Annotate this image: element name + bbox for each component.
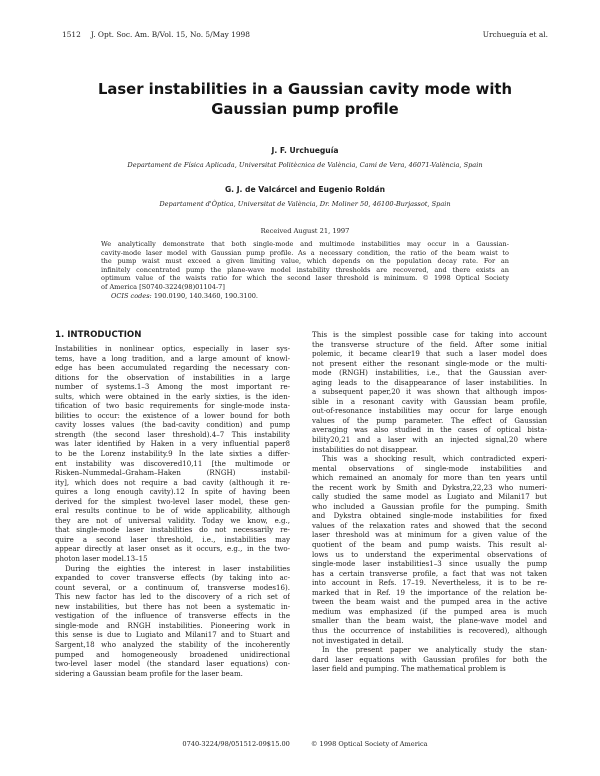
text-line: marked that in Ref. 19 the importance of the relation be- — [312, 587, 547, 597]
text-line: quires a long enough cavity).12 In spite of having been — [55, 487, 290, 497]
text-line: This is the simplest possible case for taking into account — [312, 330, 547, 339]
text-line: ity], which does not require a bad cavity (although it re- — [55, 477, 290, 487]
text-line: cally studied the same model as Lugiato and Milani17 but — [312, 492, 547, 502]
text-line: aging leads to the disappearance of laser instabilities. In — [312, 377, 547, 387]
text-line: expanded to cover transverse effects (by taking into ac- — [55, 573, 290, 583]
author-affiliation: Departament de Física Aplicada, Universitat Politècnica de València, Cami de Vera, 46071-València, Spain — [127, 161, 483, 169]
text-line: polemic, it became clear19 that such a laser model does — [312, 349, 547, 359]
title-line: Laser instabilities in a Gaussian cavity mode with — [97, 81, 513, 98]
text-line: vestigation of the influence of transverse effects in the — [55, 611, 290, 621]
text-line: single-mode and RNGH instabilities. Pioneering work in — [55, 620, 290, 630]
text-line: single-mode laser instabilities1–3 since usually the pump — [312, 559, 547, 569]
abstract-line: We analytically demonstrate that both single-mode and multimode instabilities may occur in a Gaussian- — [101, 240, 509, 248]
text-line: medium was emphasized (if the pumped area is much — [312, 606, 547, 616]
text-line: not investigated in detail. — [312, 635, 404, 645]
abstract — [101, 240, 509, 300]
text-line: In the present paper we analytically study the stan- — [322, 645, 547, 655]
text-line: cavity losses values (the bad-cavity condition) and pump — [55, 420, 290, 430]
text-line: values of the pump parameter. The effect of Gaussian — [312, 415, 547, 425]
text-line: out-of-resonance instabilities may occur for large enough — [312, 406, 547, 416]
text-line: derived for the simplest two-level laser model, these gen- — [55, 496, 290, 506]
text-line: mental observations of single-mode instabilities and — [312, 463, 547, 473]
text-line: thus the occurrence of instabilities is recovered), although — [312, 625, 547, 635]
abstract-line: infinitely concentrated pump the plane-wave model instability thresholds are recovered, and there exists an — [101, 265, 509, 274]
page-number: 1512 — [62, 30, 81, 39]
text-line: count several, or a continuum of, transverse modes16). — [55, 582, 290, 592]
abstract-line: the pump waist must exceed a given limiting value, which depends on the population decay rate. For an — [101, 257, 509, 266]
text-line: that single-mode laser instabilities do not necessarily re- — [55, 525, 290, 535]
text-line: smaller than the beam waist, the plane-wave model and — [312, 616, 547, 626]
abstract-line: optimum value of the waists ratio for which the second laser threshold is minimum. © 1998 Optical Society — [101, 274, 509, 283]
text-line: tification of two basic requirements for single-mode insta- — [55, 401, 290, 411]
text-line: sible in a resonant cavity with Gaussian beam profile, — [312, 396, 547, 406]
text-line: number of systems.1–3 Among the most important re- — [55, 382, 290, 392]
text-line: bility20,21 and a laser with an injected signal,20 where — [312, 435, 547, 445]
abstract-line: of America [S0740-3224(98)01104-7] — [101, 282, 225, 291]
right-column-text — [312, 330, 547, 674]
received-date: Received August 21, 1997 — [260, 227, 350, 235]
author-affiliation: Departament d'Òptica, Universitat de València, Dr. Moliner 50, 46100-Burjassot, Spain — [159, 200, 451, 208]
footer: 0740-3224/98/051512-09$15.00 © 1998 Optical Society of America — [182, 740, 428, 748]
left-column-text — [55, 344, 290, 678]
text-line: values of the relaxation rates and showed that the second — [312, 520, 547, 530]
running-head-left — [62, 30, 250, 39]
section-heading: 1. INTRODUCTION — [55, 330, 142, 340]
text-line: tems, have a long tradition, and a large amount of knowl- — [55, 353, 290, 363]
text-line: Risken–Nummedal–Graham–Haken (RNGH) instabil- — [55, 468, 290, 478]
journal-citation: J. Opt. Soc. Am. B/Vol. 15, No. 5/May 1998 — [90, 30, 250, 39]
text-line: new instabilities, but there has not been a systematic in- — [55, 601, 290, 611]
text-line: dard laser equations with Gaussian profiles for both the — [312, 654, 547, 664]
text-line: instabilities do not disappear. — [312, 444, 418, 454]
right-column — [312, 330, 547, 674]
text-line: two-level laser model (the standard laser equations) con- — [55, 659, 290, 669]
text-line: bilities to occur: the existence of a lower bound for both — [55, 410, 290, 420]
text-line: the transverse structure of the field. After some initial — [312, 339, 547, 349]
text-line: into account in Refs. 17–19. Nevertheless, it is to be re- — [312, 578, 547, 588]
text-line: tween the beam waist and the pumped area in the active — [312, 597, 547, 607]
text-line: quire a second laser threshold, i.e., instabilities may — [55, 534, 290, 544]
text-line: and Dykstra obtained single-mode instabilities for fixed — [312, 511, 547, 521]
text-line: ditions for the observation of instabilities in a large — [55, 372, 290, 382]
text-line: to be the Lorenz instability.9 In the late sixties a differ- — [55, 449, 290, 459]
paper-title — [62, 80, 548, 120]
text-line: they are not of universal validity. Today we know, e.g., — [55, 515, 290, 525]
text-line: which remained an anomaly for more than ten years until — [312, 473, 547, 483]
text-line: was later identified by Haken in a very influential paper8 — [55, 439, 290, 449]
text-line: who included a Gaussian profile for the pumping. Smith — [312, 501, 547, 511]
text-line: Instabilities in nonlinear optics, especially in laser sys- — [55, 344, 290, 353]
text-line: this sense is due to Lugiato and Milani17 and to Stuart and — [55, 630, 290, 640]
text-line: averaging was also studied in the cases of optical bista- — [312, 425, 547, 435]
text-line: pumped and homogeneously broadened unidirectional — [55, 649, 290, 659]
title-line: Gaussian pump profile — [211, 101, 399, 118]
text-line: During the eighties the interest in laser instabilities — [65, 563, 290, 573]
text-line: sidering a Gaussian beam profile for the laser beam. — [55, 668, 243, 678]
ocis-values: 190.0190, 140.3460, 190.3100. — [153, 291, 258, 300]
text-line: laser threshold was at minimum for a given value of the — [312, 530, 547, 540]
text-line: a subsequent paper,20 it was shown that although impos- — [312, 387, 547, 397]
text-line: This new factor has led to the discovery of a rich set of — [55, 592, 290, 602]
text-line: This was a shocking result, which contradicted experi- — [322, 454, 547, 464]
author-name: G. J. de Valcárcel and Eugenio Roldán — [224, 185, 386, 194]
text-line: quotient of the beam and pump waists. This result al- — [312, 540, 547, 550]
text-line: sults, which were obtained in the early sixties, is the iden- — [55, 391, 290, 401]
text-line: ent instability was discovered10,11 [the multimode or — [55, 458, 290, 468]
ocis-label: OCIS codes: — [111, 291, 152, 300]
text-line: lows us to understand the experimental observations of — [312, 549, 547, 559]
text-line: mode (RNGH) instabilities, i.e., that the Gaussian aver- — [312, 368, 547, 378]
text-line: not present either the resonant single-mode or the multi- — [312, 358, 547, 368]
abstract-line: cavity-mode laser model with Gaussian pump profile. As a necessary condition, the ratio of the beam waist to — [101, 248, 509, 257]
text-line: photon laser model.13–15 — [55, 554, 148, 564]
text-line: laser field and pumping. The mathematical problem is — [312, 664, 506, 674]
running-head — [62, 30, 548, 42]
left-column — [55, 330, 290, 678]
ocis-codes — [101, 292, 509, 301]
running-head-authors: Urchueguía et al. — [482, 30, 548, 39]
text-line: eral results continue to be of wide applicability, although — [55, 506, 290, 516]
text-line: has a certain transverse profile, a fact that was not taken — [312, 568, 547, 578]
text-line: edge has been accumulated regarding the necessary con- — [55, 363, 290, 373]
author-name: J. F. Urchueguía — [271, 146, 339, 155]
text-line: the recent work by Smith and Dykstra,22,23 who numeri- — [312, 482, 547, 492]
text-line: appear directly at laser onset as it occurs, e.g., in the two- — [55, 544, 290, 554]
text-line: Sargent,18 who analyzed the stability of the incoherently — [55, 639, 290, 649]
text-line: strength (the second laser threshold).4–7 This instability — [55, 429, 290, 439]
